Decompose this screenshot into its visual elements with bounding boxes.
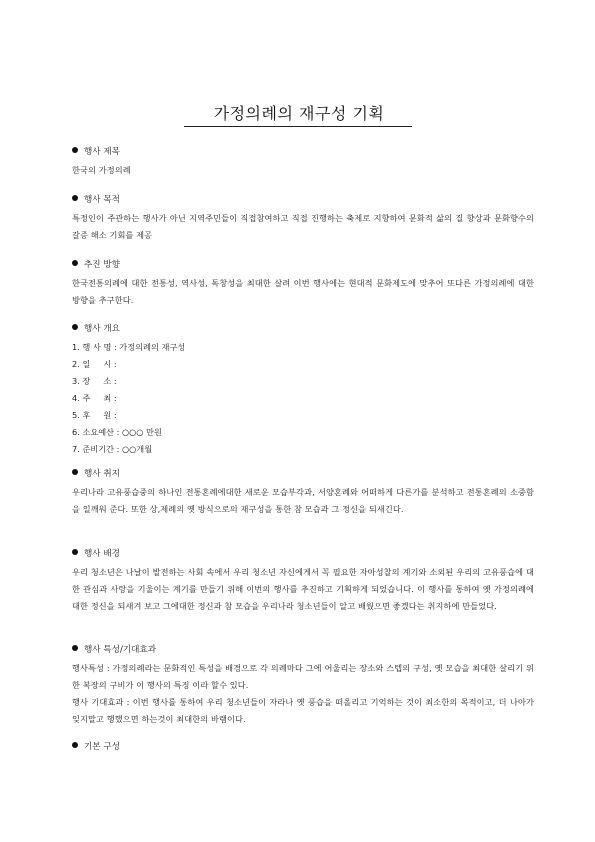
section-body: 특정인이 주관하는 행사가 아닌 지역주민들이 직접참여하고 직접 진행하는 축제로 지향하여 문화적 삶의 질 향상과 문화향수의 갈증 해소 기회를 제공 [72,213,534,240]
section-heading: 행사 개요 [84,324,120,334]
bullet-icon [72,260,78,266]
section-heading: 행사 취지 [84,469,120,479]
bullet-icon [72,742,78,748]
section-background [72,548,534,615]
section-features [72,644,534,728]
overview-item: 1. 행 사 명 : 가정의례의 재구성 [72,342,186,352]
section-heading: 기본 구성 [84,742,120,752]
section-heading: 행사 목적 [84,195,120,205]
section-purpose [72,194,534,244]
bullet-icon [72,549,78,555]
overview-item: 7. 준비기간 : ○○개월 [72,444,153,454]
section-direction [72,259,534,309]
document-title: 가정의례의 재구성 기획 [213,104,385,123]
bullet-icon [72,147,78,153]
section-heading: 행사 제목 [84,147,120,157]
overview-item: 3. 장 소 : [72,376,117,386]
bullet-icon [72,195,78,201]
section-heading: 추진 방향 [84,260,120,270]
section-body: 한국의 가정의례 [72,165,131,175]
section-structure [72,741,534,757]
bullet-icon [72,324,78,330]
section-heading: 행사 특성/기대효과 [84,645,157,655]
bullet-icon [72,645,78,651]
section-body: 한국전통의례에 대한 전통성, 역사성, 독창성을 최대한 살려 이번 행사에는 현대적 문화제도에 맞추어 또다른 가정의례에 대한 방향을 추구한다. [72,278,534,305]
overview-item: 4. 주 최 : [72,393,117,403]
section-event-name [72,146,534,179]
section-body: 우리나라 고유풍습중의 하나인 전통혼례에대한 새로운 모습부각과, 서양혼례와 어떠하게 다른가를 분석하고 전통혼례의 소중함을 일깨워 준다. 또한 상,제례의 옛 방식으로의 재구성을 통한 참 모습과 그 정신을 되새긴다. [72,487,534,514]
overview-item: 5. 후 원 : [72,410,117,420]
features-body-characteristics: 행사특성 : 가정의례라는 문화적인 특성을 배경으로 각 의례마다 그에 어울리는 장소와 스텝의 구성, 옛 모습을 최대한 살리기 위한 복장의 구비가 이 행사의 특징 이라 할수 있다. [72,663,534,690]
overview-item: 2. 일 시 : [72,359,117,369]
section-heading: 행사 배경 [84,549,120,559]
features-body-expected-effects: 행사 기대효과 : 이번 행사를 통하여 우리 청소년들이 자라나 옛 풍습을 떠올리고 기억하는 것이 최소한의 목적이고, 더 나아가 잊지말고 행했으면 하는것이 최대한의 바램이다. [72,697,534,724]
section-overview [72,323,534,458]
bullet-icon [72,469,78,475]
title-underline [184,126,412,127]
overview-item: 6. 소요예산 : ○○○ 만원 [72,427,162,437]
section-body: 우리 청소년은 나날이 발전하는 사회 속에서 우리 청소년 자신에게서 꼭 필요한 자아성찰의 계기와 소외된 우리의 고유풍습에 대한 관심과 사랑을 기울이는 계기를 만들기 위해 이번의 행사를 추진하고 기획하게 되었습니다. 이 행사를 통하여 옛 가정의례에 대한 정신을 되새겨 보고 그에대한 정신과 참 모습을 우리나라 청소년들이 알고 배웠으면 좋겠다는 취지하에 만들었다. [72,567,534,611]
section-intent [72,468,534,518]
